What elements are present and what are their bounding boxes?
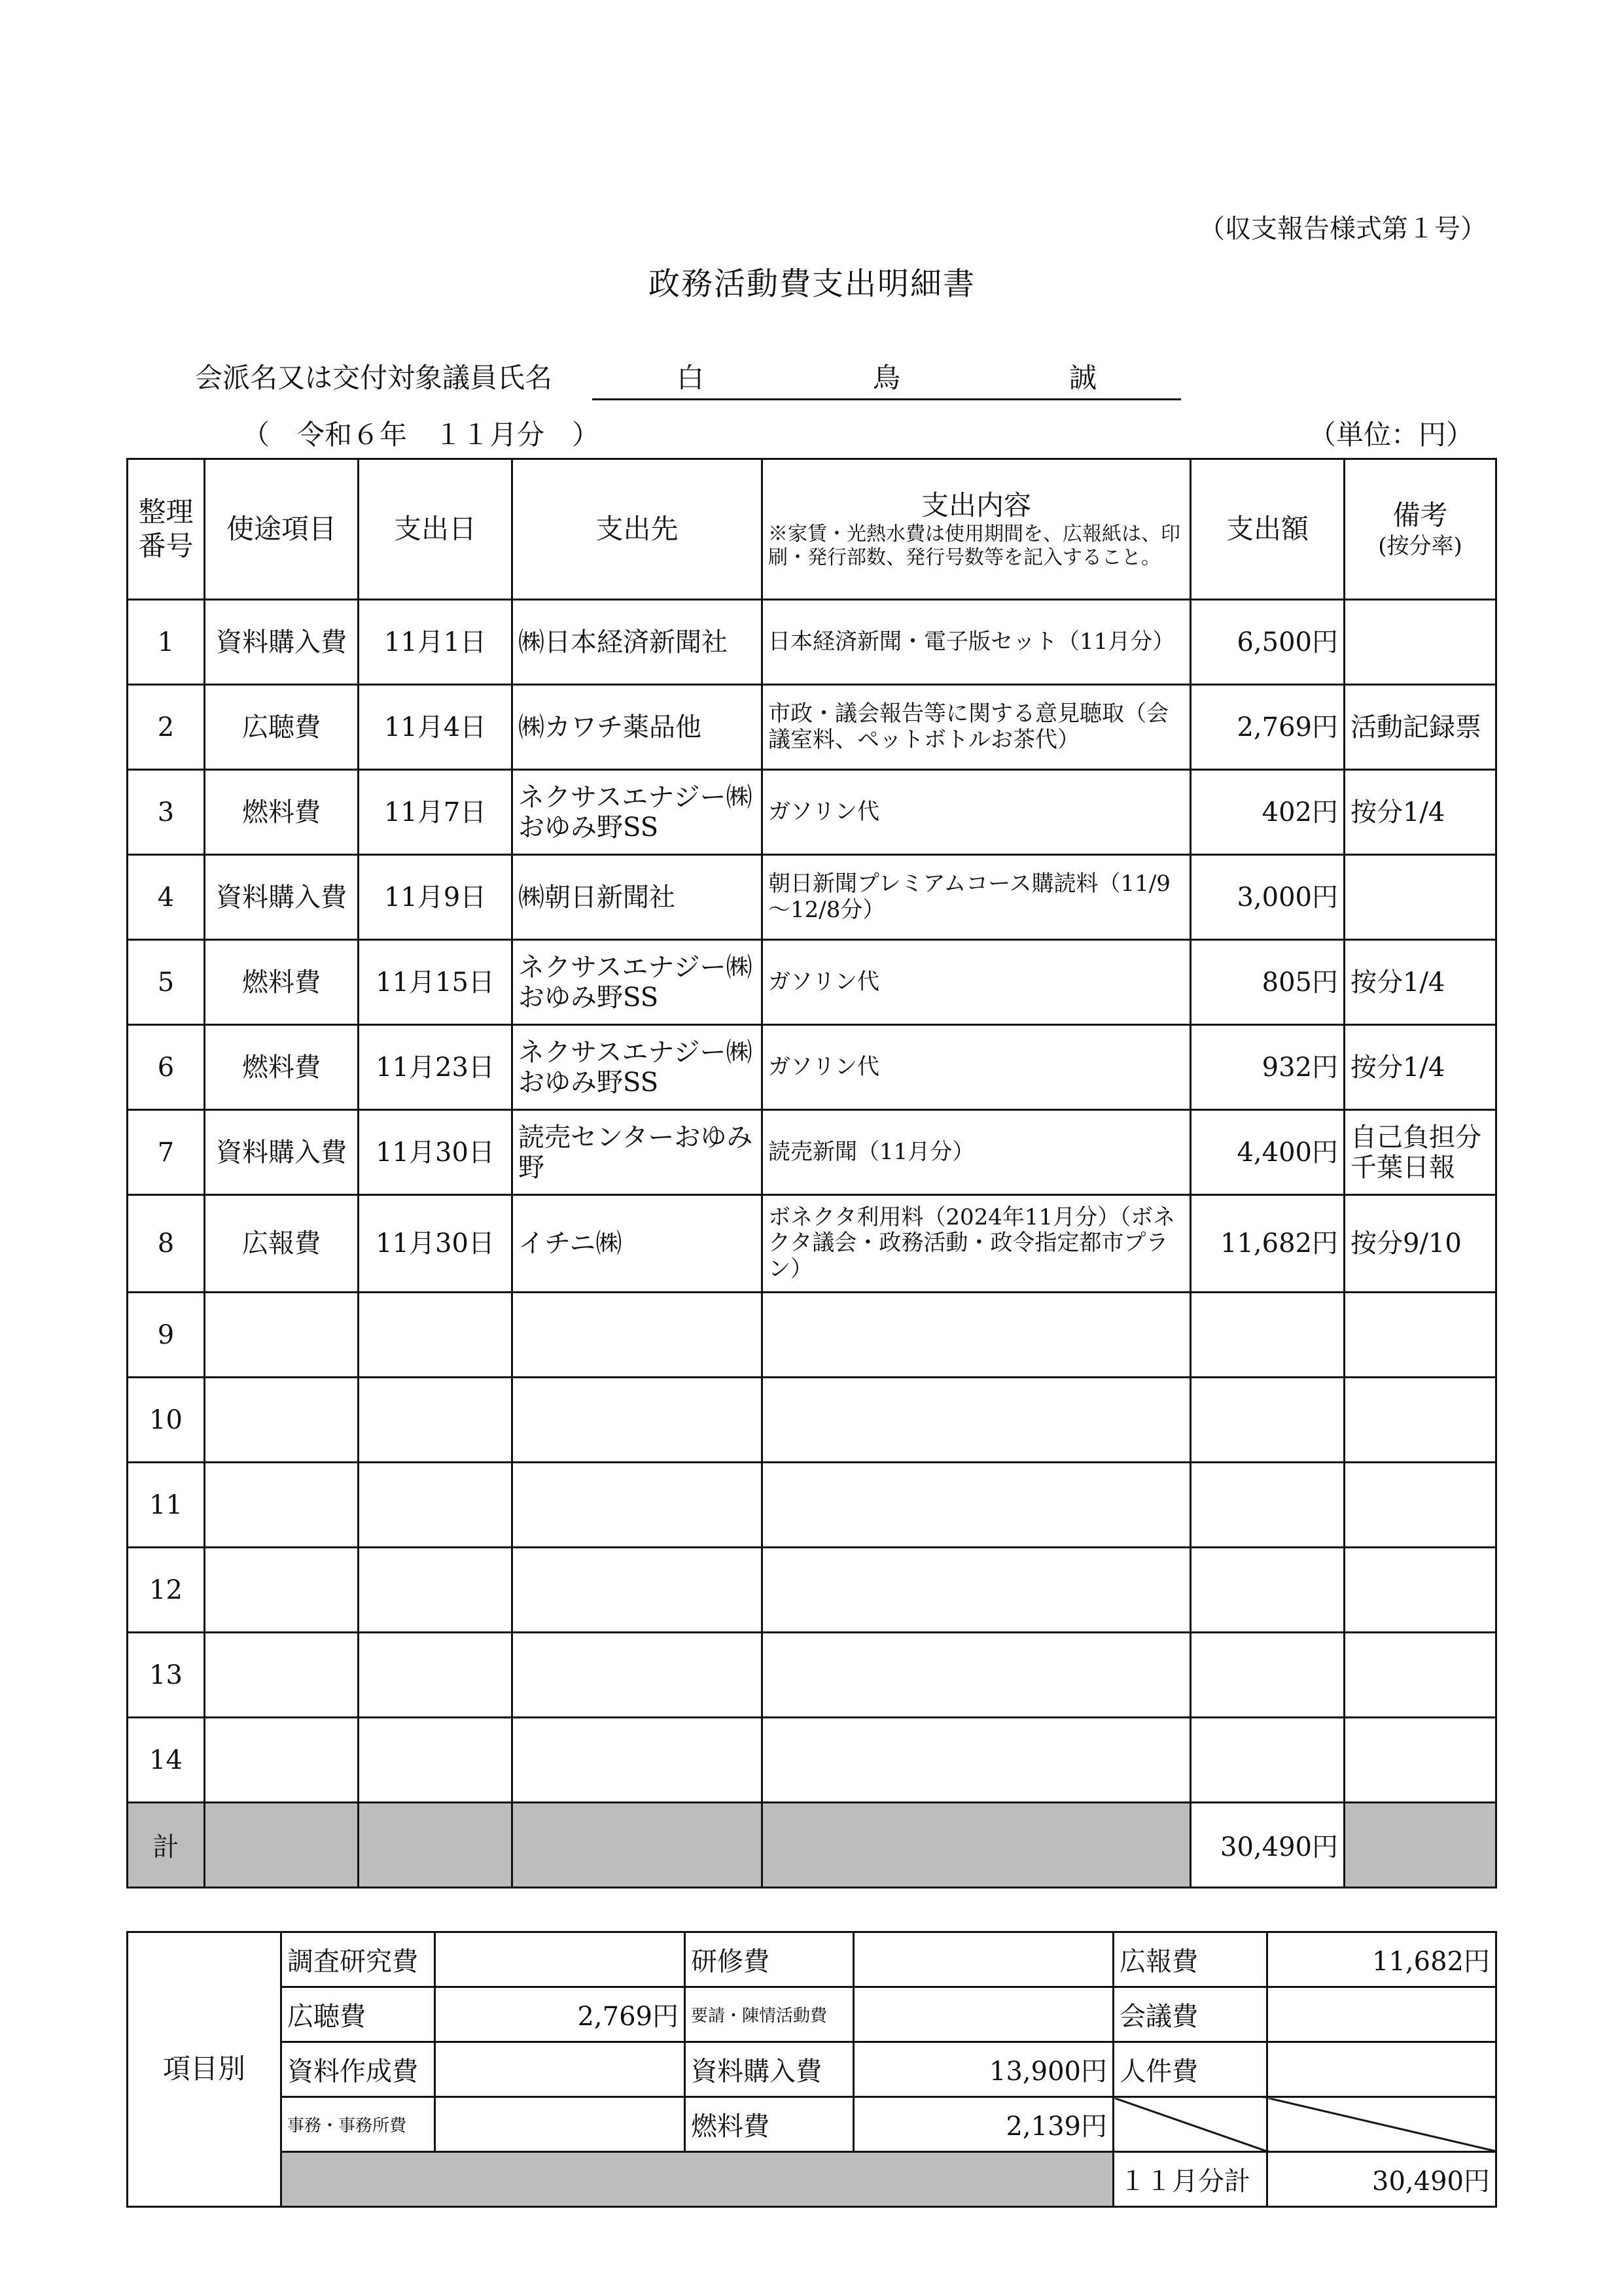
diagonal-empty-cell	[1114, 2097, 1267, 2152]
row-content: 日本経済新聞・電子版セット（11月分）	[762, 600, 1191, 685]
row-content: ボネクタ利用料（2024年11月分）（ボネクタ議会・政務活動・政令指定都市プラン）	[762, 1195, 1191, 1293]
summary-label-hearing: 広聴費	[281, 1987, 435, 2042]
header-content-note: ※家賃・光熱水費は使用期間を、広報紙は、印刷・発行部数、発行号数等を記入すること。	[768, 523, 1180, 570]
row-remarks	[1345, 1378, 1496, 1463]
header-content	[762, 459, 1191, 600]
row-category: 燃料費	[205, 770, 359, 855]
row-date: 11月7日	[359, 770, 512, 855]
row-no: 8	[128, 1195, 205, 1293]
row-payee	[512, 1463, 762, 1548]
row-remarks	[1345, 1548, 1496, 1633]
table-row	[128, 600, 1496, 685]
row-date: 11月30日	[359, 1110, 512, 1195]
row-payee	[512, 1548, 762, 1633]
row-no: 3	[128, 770, 205, 855]
row-category: 燃料費	[205, 1025, 359, 1110]
summary-amount-fuel: 2,139円	[854, 2097, 1114, 2152]
total-amount: 30,490円	[1191, 1803, 1345, 1888]
summary-label-meeting: 会議費	[1114, 1987, 1267, 2042]
row-remarks	[1345, 1293, 1496, 1378]
table-row	[128, 1293, 1496, 1378]
header-no: 整理番号	[128, 459, 205, 600]
row-category	[205, 1633, 359, 1718]
total-empty-cell	[512, 1803, 762, 1888]
header-amount: 支出額	[1191, 459, 1345, 600]
row-category: 資料購入費	[205, 1110, 359, 1195]
form-number: （収支報告様式第１号）	[1199, 214, 1487, 244]
row-amount: 932円	[1191, 1025, 1345, 1110]
total-empty-cell	[359, 1803, 512, 1888]
row-amount: 805円	[1191, 940, 1345, 1025]
header-remarks-note: (按分率)	[1378, 532, 1462, 559]
row-no: 2	[128, 685, 205, 770]
summary-side-label: 項目別	[128, 1932, 281, 2207]
row-no: 4	[128, 855, 205, 940]
row-content: 市政・議会報告等に関する意見聴取（会議室料、ペットボトルお茶代）	[762, 685, 1191, 770]
row-no: 12	[128, 1548, 205, 1633]
row-category: 資料購入費	[205, 855, 359, 940]
row-content	[762, 1548, 1191, 1633]
document-title: 政務活動費支出明細書	[648, 266, 976, 302]
total-empty-cell	[1345, 1803, 1496, 1888]
total-label: 計	[128, 1803, 205, 1888]
summary-label-office: 事務・事務所費	[281, 2097, 435, 2152]
table-row	[128, 685, 1496, 770]
row-category: 燃料費	[205, 940, 359, 1025]
table-row	[128, 1378, 1496, 1463]
member-name-char: 鳥	[872, 362, 900, 394]
row-content: ガソリン代	[762, 940, 1191, 1025]
row-amount: 11,682円	[1191, 1195, 1345, 1293]
table-row	[128, 1463, 1496, 1548]
summary-amount-petition	[854, 1987, 1114, 2042]
row-date	[359, 1718, 512, 1803]
row-no: 7	[128, 1110, 205, 1195]
row-category: 広聴費	[205, 685, 359, 770]
row-no: 13	[128, 1633, 205, 1718]
summary-amount-materials-prep	[435, 2042, 685, 2097]
row-content	[762, 1293, 1191, 1378]
row-date: 11月1日	[359, 600, 512, 685]
summary-label-month-total: １１月分計	[1114, 2152, 1267, 2207]
total-empty-cell	[205, 1803, 359, 1888]
summary-label-training: 研修費	[685, 1932, 854, 1987]
row-amount	[1191, 1548, 1345, 1633]
table-row	[128, 855, 1496, 940]
member-label: 会派名又は交付対象議員氏名	[195, 362, 553, 394]
member-name	[592, 357, 1181, 400]
summary-label-materials-prep: 資料作成費	[281, 2042, 435, 2097]
row-payee: ㈱日本経済新聞社	[512, 600, 762, 685]
row-category	[205, 1463, 359, 1548]
summary-amount-materials-purchase: 13,900円	[854, 2042, 1114, 2097]
row-content: ガソリン代	[762, 1025, 1191, 1110]
row-amount	[1191, 1633, 1345, 1718]
member-name-char: 白	[676, 362, 704, 394]
row-content: 読売新聞（11月分）	[762, 1110, 1191, 1195]
summary-table	[126, 1931, 1497, 2208]
header-remarks-title: 備考	[1392, 499, 1448, 532]
row-amount	[1191, 1718, 1345, 1803]
row-no: 6	[128, 1025, 205, 1110]
row-amount: 4,400円	[1191, 1110, 1345, 1195]
row-date	[359, 1378, 512, 1463]
row-content	[762, 1463, 1191, 1548]
table-row	[128, 1195, 1496, 1293]
table-row	[128, 1025, 1496, 1110]
summary-amount-meeting	[1267, 1987, 1496, 2042]
header-category: 使途項目	[205, 459, 359, 600]
row-payee: イチニ㈱	[512, 1195, 762, 1293]
summary-amount-month-total: 30,490円	[1267, 2152, 1496, 2207]
row-category	[205, 1293, 359, 1378]
row-category	[205, 1718, 359, 1803]
row-date: 11月15日	[359, 940, 512, 1025]
row-date	[359, 1548, 512, 1633]
row-content: 朝日新聞プレミアムコース購読料（11/9～12/8分）	[762, 855, 1191, 940]
header-content-title: 支出内容	[921, 489, 1031, 521]
row-remarks: 按分9/10	[1345, 1195, 1496, 1293]
row-no: 9	[128, 1293, 205, 1378]
summary-label-publicity: 広報費	[1114, 1932, 1267, 1987]
row-remarks: 按分1/4	[1345, 1025, 1496, 1110]
row-no: 10	[128, 1378, 205, 1463]
period: （ 令和６年 １１月分 ）	[242, 419, 600, 451]
row-content	[762, 1378, 1191, 1463]
row-category: 資料購入費	[205, 600, 359, 685]
table-row	[128, 940, 1496, 1025]
row-remarks: 活動記録票	[1345, 685, 1496, 770]
row-remarks: 自己負担分千葉日報	[1345, 1110, 1496, 1195]
row-payee: ネクサスエナジー㈱おゆみ野SS	[512, 770, 762, 855]
row-date: 11月23日	[359, 1025, 512, 1110]
row-payee: ネクサスエナジー㈱おゆみ野SS	[512, 940, 762, 1025]
table-row	[128, 770, 1496, 855]
row-amount	[1191, 1378, 1345, 1463]
row-remarks	[1345, 1463, 1496, 1548]
summary-amount-personnel	[1267, 2042, 1496, 2097]
row-remarks	[1345, 855, 1496, 940]
row-date: 11月4日	[359, 685, 512, 770]
row-remarks	[1345, 600, 1496, 685]
summary-label-materials-purchase: 資料購入費	[685, 2042, 854, 2097]
row-category	[205, 1378, 359, 1463]
row-payee: ㈱朝日新聞社	[512, 855, 762, 940]
summary-amount-hearing: 2,769円	[435, 1987, 685, 2042]
row-amount	[1191, 1463, 1345, 1548]
summary-gray-cell	[281, 2152, 1114, 2207]
row-content	[762, 1633, 1191, 1718]
summary-amount-office	[435, 2097, 685, 2152]
row-payee: 読売センターおゆみ野	[512, 1110, 762, 1195]
row-remarks	[1345, 1718, 1496, 1803]
row-amount: 3,000円	[1191, 855, 1345, 940]
row-no: 5	[128, 940, 205, 1025]
table-row	[128, 1718, 1496, 1803]
diagonal-empty-cell	[1267, 2097, 1496, 2152]
summary-amount-research	[435, 1932, 685, 1987]
row-content: ガソリン代	[762, 770, 1191, 855]
row-no: 11	[128, 1463, 205, 1548]
unit-label: （単位：円）	[1308, 419, 1474, 451]
row-remarks: 按分1/4	[1345, 940, 1496, 1025]
header-payee: 支出先	[512, 459, 762, 600]
row-no: 14	[128, 1718, 205, 1803]
row-category: 広報費	[205, 1195, 359, 1293]
summary-label-petition: 要請・陳情活動費	[685, 1987, 854, 2042]
row-payee	[512, 1293, 762, 1378]
row-payee	[512, 1633, 762, 1718]
row-amount: 2,769円	[1191, 685, 1345, 770]
summary-label-research: 調査研究費	[281, 1932, 435, 1987]
header-remarks	[1345, 459, 1496, 600]
row-date	[359, 1463, 512, 1548]
row-no: 1	[128, 600, 205, 685]
row-payee: ㈱カワチ薬品他	[512, 685, 762, 770]
row-category	[205, 1548, 359, 1633]
row-remarks	[1345, 1633, 1496, 1718]
row-date	[359, 1633, 512, 1718]
row-amount	[1191, 1293, 1345, 1378]
row-content	[762, 1718, 1191, 1803]
row-remarks: 按分1/4	[1345, 770, 1496, 855]
summary-label-fuel: 燃料費	[685, 2097, 854, 2152]
table-row	[128, 1548, 1496, 1633]
header-date: 支出日	[359, 459, 512, 600]
row-date: 11月9日	[359, 855, 512, 940]
table-row	[128, 1633, 1496, 1718]
row-amount: 402円	[1191, 770, 1345, 855]
table-row	[128, 1110, 1496, 1195]
row-date	[359, 1293, 512, 1378]
row-date: 11月30日	[359, 1195, 512, 1293]
summary-label-personnel: 人件費	[1114, 2042, 1267, 2097]
row-payee	[512, 1378, 762, 1463]
total-empty-cell	[762, 1803, 1191, 1888]
summary-amount-training	[854, 1932, 1114, 1987]
row-payee: ネクサスエナジー㈱おゆみ野SS	[512, 1025, 762, 1110]
summary-amount-publicity: 11,682円	[1267, 1932, 1496, 1987]
expense-table	[126, 458, 1497, 1888]
member-name-char: 誠	[1068, 362, 1097, 394]
row-amount: 6,500円	[1191, 600, 1345, 685]
row-payee	[512, 1718, 762, 1803]
